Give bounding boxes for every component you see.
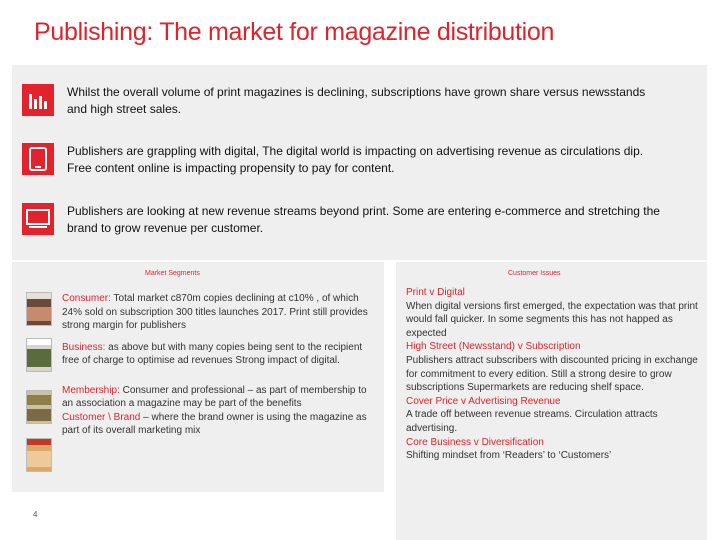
market-segments-panel (12, 262, 384, 492)
issue-text: A trade off between revenue streams. Circulation attracts advertising. (406, 409, 658, 434)
key-trends-panel (12, 65, 707, 260)
issue-title: Cover Price v Advertising Revenue (406, 395, 561, 407)
issue-text: Shifting mindset from ‘Readers’ to ‘Customers’ (406, 450, 612, 462)
magazine-cover-thumbnail (26, 338, 52, 372)
page-title: Publishing: The market for magazine distribution (34, 18, 555, 46)
magazine-cover-thumbnail (26, 390, 52, 424)
magazine-cover-thumbnail (26, 438, 52, 472)
issue-title: Print v Digital (406, 287, 465, 298)
trend-text-revenue: Publishers are looking at new revenue streams beyond print. Some are entering e-commerce and stretching the brand to grow revenue per customer. (67, 204, 660, 235)
trend-text-volume: Whilst the overall volume of print magazines is declining, subscriptions have grown share versus newsstands and high street sales. (67, 85, 646, 116)
market-segments-text (62, 292, 374, 446)
trend-row-revenue (12, 203, 707, 253)
tablet-icon (22, 143, 54, 175)
issue-text: When digital versions first emerged, the expectation was that print would fall quicker. In some segments this has not happed as expected (406, 300, 698, 339)
page-number: 4 (33, 510, 38, 519)
customer-issues-heading: Customer Issues (508, 270, 561, 277)
segment-customer-brand: Customer \ Brand – where the brand owner is using the magazine as part of its overall marketing mix (62, 411, 367, 436)
issue-title: Core Business v Diversification (406, 436, 544, 448)
monitor-icon (22, 203, 54, 235)
segment-business: Business: as above but with many copies being sent to the recipient free of charge to optimise ad revenues Strong impact of digital. (62, 341, 363, 366)
market-segments-heading: Market Segments (145, 270, 200, 277)
trend-row-volume (12, 84, 707, 134)
customer-issues-panel (396, 262, 707, 540)
segment-consumer: Consumer: Total market c870m copies declining at c10% , of which 24% sold on subscription 300 titles launches 2017. Print still provides strong margin for publishers (62, 293, 368, 331)
trend-text-digital: Publishers are grappling with digital, The digital world is impacting on advertising revenue as circulations dip. Free content online is impacting propensity to pay for content. (67, 144, 644, 175)
bar-chart-icon (22, 84, 54, 116)
issue-title: High Street (Newsstand) v Subscription (406, 341, 581, 353)
segment-membership: Membership: Consumer and professional – as part of membership to an association a magazine may be part of the benefits (62, 384, 367, 409)
trend-row-digital (12, 143, 707, 193)
magazine-cover-thumbnail (26, 292, 52, 326)
customer-issues-text (406, 286, 702, 463)
issue-text: Publishers attract subscribers with discounted pricing in exchange for commitment to every edition. Still a strong desire to grow subscriptions Supermarkets are reducing shelf space. (406, 354, 698, 394)
